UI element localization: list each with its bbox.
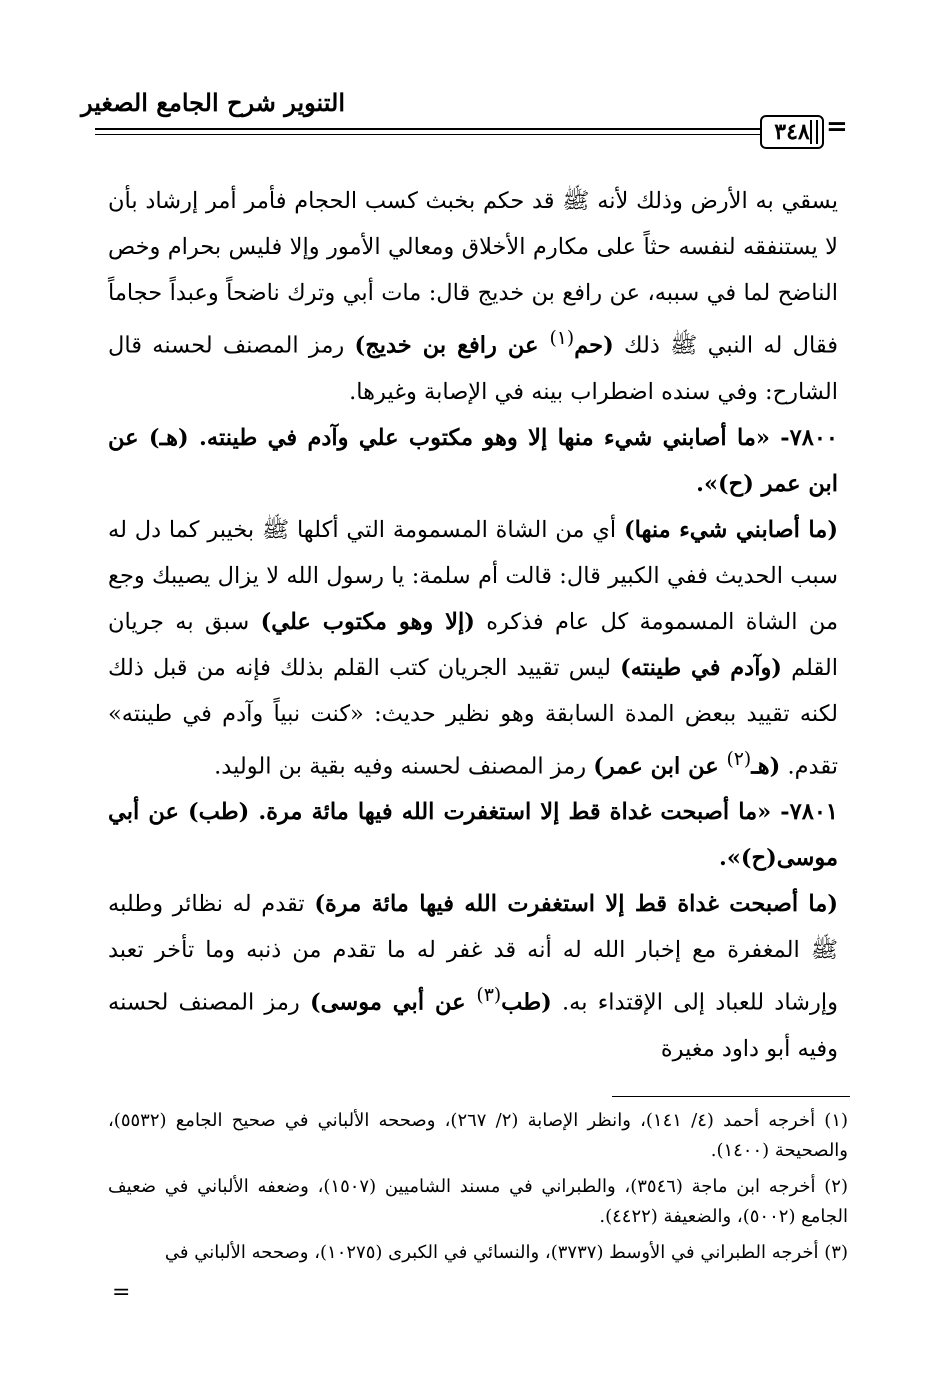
body-text — [108, 178, 838, 1072]
hadith-7800 — [108, 415, 838, 507]
text-run: يسقي به الأرض وذلك لأنه ﷺ قد حكم بخبث كسب الحجام فأمر أمر إرشاد بأن لا يستنفقه لنفسه حثاً على مكارم الأخلاق ومعالي الأمور وإلا فليس بحرام وخص الناضح لما في سببه، عن رافع بن خديج قال: مات أبي وترك ناضحاً وعبداً حجاماً فقال له النبي ﷺ ذلك — [108, 188, 838, 359]
page-number-text: ٣٤٨ — [774, 119, 810, 145]
footnote-3: (٣) أخرجه الطبراني في الأوسط (٣٧٣٧)، والنسائي في الكبرى (١٠٢٧٥)، وصححه الألباني في — [164, 1242, 848, 1263]
text-run: رمز المصنف لحسنه قال الشارح: وفي سنده اضطراب بينه في الإصابة وغيرها. — [108, 332, 838, 405]
source-code: (طب — [501, 989, 552, 1016]
source-code: (حم — [574, 332, 614, 359]
narrator: عن ابن عمر) — [593, 753, 727, 779]
narrator: عن رافع بن خديج) — [354, 332, 550, 359]
text-run: أي من الشاة المسمومة التي أكلها ﷺ بخيبر كما دل له سبب الحديث ففي الكبير قال: قالت أم سلمة: يا رسول الله لا يزال يصيبك وجع من الشاة المسمومة كل عام فذكره — [108, 516, 839, 635]
text-run: رمز المصنف لحسنه وفيه بقية بن الوليد. — [214, 753, 594, 779]
header-rule — [95, 128, 760, 130]
text-run: ليس تقييد الجريان كتب القلم بذلك فإنه من قبل ذلك لكنه تقييد ببعض المدة السابقة وهو نظير حديث: «كنت نبياً وآدم في طينته» تقدم. — [108, 654, 838, 779]
paragraph-commentary-3 — [108, 881, 838, 1072]
quoted-phrase: (ما أصابني شيء منها) — [623, 516, 838, 543]
paragraph-commentary-1 — [108, 178, 838, 415]
text-run: سبق به جريان القلم — [108, 608, 838, 681]
narrator: عن أبي موسى) — [309, 989, 477, 1016]
running-title: التنوير شرح الجامع الصغير — [81, 88, 345, 117]
hadith-text: ٧٨٠٠- «ما أصابني شيء منها إلا وهو مكتوب علي وآدم في طينته. (هـ) عن ابن عمر (ح)». — [108, 424, 838, 497]
footnote-1: (١) أخرجه أحمد (٤/ ١٤١)، وانظر الإصابة (٢/ ٢٦٧)، وصححه الألباني في صحيح الجامع (٥٥٣٢)، والصحيحة (١٤٠٠). — [108, 1110, 849, 1161]
footnote-ref-3: (٣) — [476, 985, 502, 1006]
quoted-phrase: (وآدم في طينته) — [620, 654, 782, 681]
page-number — [760, 115, 824, 149]
footnotes — [108, 1106, 848, 1274]
header-rule-thin — [95, 134, 760, 135]
footnote-continuation-mark: = — [112, 1280, 131, 1305]
paragraph-commentary-2 — [108, 507, 838, 790]
footnote-separator — [612, 1096, 850, 1097]
source-code: (هـ — [751, 753, 781, 779]
header-continuation-mark: = — [826, 112, 848, 142]
quoted-phrase: (إلا وهو مكتوب علي) — [260, 608, 475, 635]
hadith-7801 — [108, 789, 838, 881]
text-run: تقدم له نظائر وطلبه ﷺ المغفرة مع إخبار الله له أنه قد غفر له ما تقدم من ذنبه وما تأخر تعبد وإرشاد للعباد إلى الإقتداء به. — [108, 891, 839, 1016]
footnote-ref-2: (٢) — [726, 748, 752, 770]
text-run: رمز المصنف لحسنه وفيه أبو داود مغيرة — [108, 989, 838, 1062]
footnote-ref-1: (١) — [549, 328, 575, 349]
hadith-text: ٧٨٠١- «ما أصبحت غداة قط إلا استغفرت الله فيها مائة مرة. (طب) عن أبي موسى(ح)». — [108, 799, 838, 871]
quoted-phrase: (ما أصبحت غداة قط إلا استغفرت الله فيها مائة مرة) — [314, 891, 838, 917]
footnote-2: (٢) أخرجه ابن ماجة (٣٥٤٦)، والطبراني في مسند الشاميين (١٥٠٧)، وضعفه الألباني في ضعيف الجامع (٥٠٠٢)، والضعيفة (٤٤٢٢). — [108, 1176, 848, 1227]
